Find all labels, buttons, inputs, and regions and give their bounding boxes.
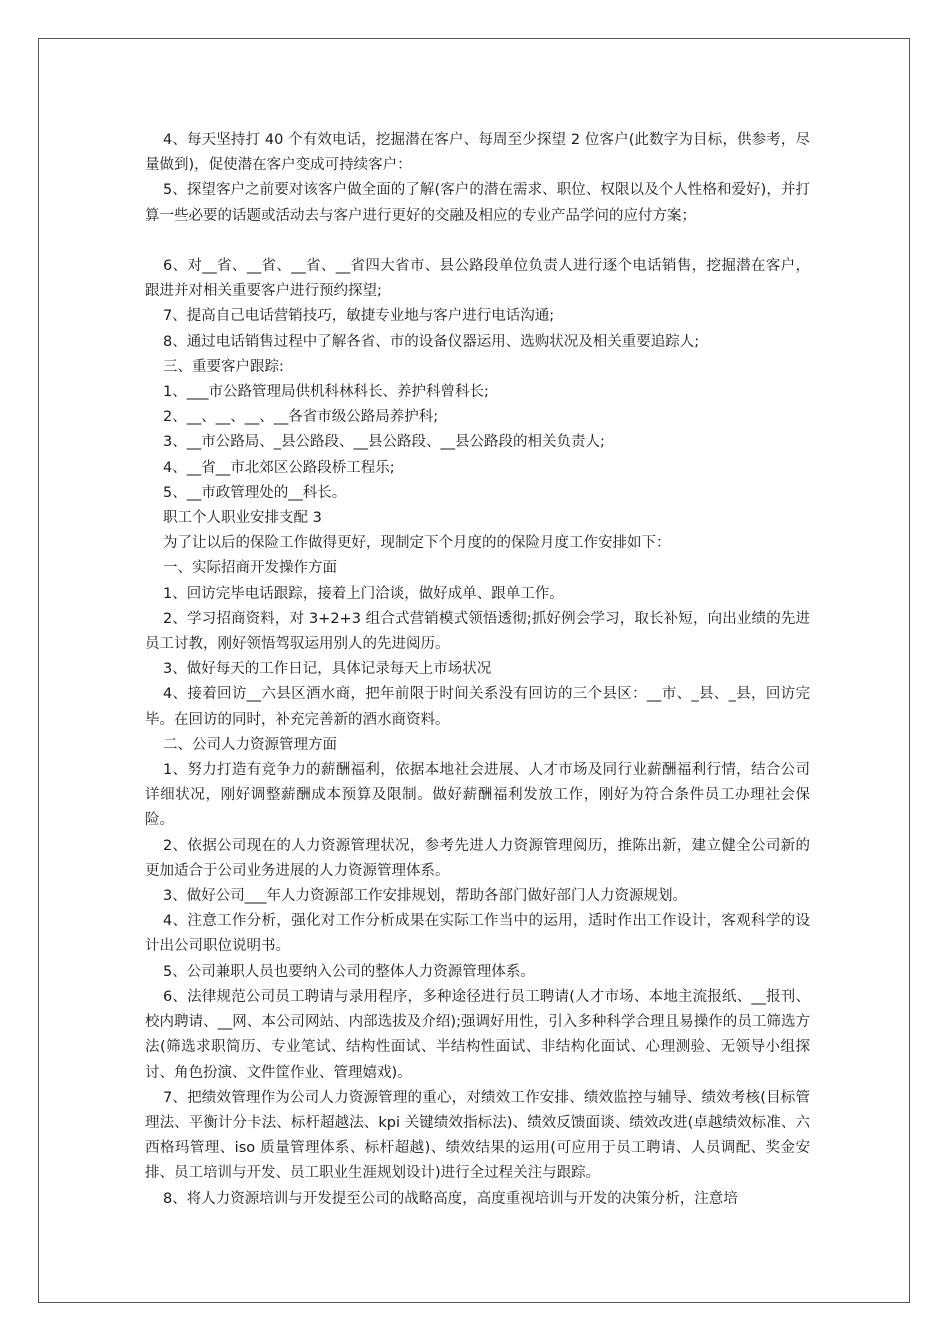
section-heading-hr: 二、公司人力资源管理方面 [163, 736, 337, 753]
paragraph-task-8: 8、通过电话销售过程中了解各省、市的设备仪器运用、选购状况及相关重要追踪人; [163, 333, 700, 350]
client-item-1: 1、___市公路管理局供机科林科长、养护科曾科长; [163, 384, 489, 401]
client-item-5: 5、__市政管理处的__科长。 [163, 484, 347, 501]
recruitment-item-1: 1、回访完毕电话跟踪，接着上门洽谈，做好成单、跟单工作。 [163, 585, 564, 602]
recruitment-item-4: 4、接着回访__六县区酒水商，把年前限于时间关系没有回访的三个县区：__市、_县、_县，回访完毕。在回访的同时，补充完善新的酒水商资料。 [145, 686, 810, 728]
section-heading-recruitment: 一、实际招商开发操作方面 [163, 560, 337, 577]
hr-item-4: 4、注意工作分析，强化对工作分析成果在实际工作当中的运用，适时作出工作设计，客观科学的设计出公司职位说明书。 [145, 913, 810, 955]
intro-paragraph: 为了让以后的保险工作做得更好，现制定下个月度的的保险月度工作安排如下： [163, 535, 671, 552]
hr-item-5: 5、公司兼职人员也要纳入公司的整体人力资源管理体系。 [163, 963, 535, 980]
section-heading-key-clients: 三、重要客户跟踪: [163, 358, 284, 375]
blank-line [145, 229, 810, 254]
hr-item-7: 7、把绩效管理作为公司人力资源管理的重心，对绩效工作安排、绩效监控与辅导、绩效考核(目标管理法、平衡计分卡法、标杆超越法、kpi 关键绩效指标法)、绩效反馈面谈、绩效改进(卓越绩效标准、六西格玛管理、iso 质量管理体系、标杆超越)、绩效结果的运用(可应用于员工聘请、人员调配、奖金安排、员工培训与开发、员工职业生涯规划设计)进行全过程关注与跟踪。 [145, 1089, 810, 1182]
client-item-4: 4、__省__市北郊区公路段桥工程乐; [163, 459, 395, 476]
client-item-3: 3、__市公路局、_县公路段、__县公路段、__县公路段的相关负责人; [163, 434, 605, 451]
section-title-plan-3: 职工个人职业安排支配 3 [163, 510, 322, 527]
hr-item-2: 2、依据公司现在的人力资源管理状况，参考先进人力资源管理阅历，推陈出新，建立健全公司新的更加适合于公司业务进展的人力资源管理体系。 [145, 837, 810, 879]
paragraph-task-5: 5、探望客户之前要对该客户做全面的了解(客户的潜在需求、职位、权限以及个人性格和爱好)，并打算一些必要的话题或活动去与客户进行更好的交融及相应的专业产品学问的应付方案； [145, 182, 810, 224]
paragraph-task-6: 6、对__省、__省、__省、__省四大省市、县公路段单位负责人进行逐个电话销售，挖掘潜在客户，跟进并对相关重要客户进行预约探望; [145, 258, 810, 300]
hr-item-3: 3、做好公司___年人力资源部工作安排规划，帮助各部门做好部门人力资源规划。 [163, 888, 687, 905]
hr-item-1: 1、努力打造有竞争力的薪酬福利，依据本地社会进展、人才市场及同行业薪酬福利行情，结合公司详细状况，刚好调整薪酬成本预算及限制。做好薪酬福利发放工作，刚好为符合条件员工办理社会保险。 [145, 762, 810, 829]
document-body [145, 128, 810, 1212]
recruitment-item-2: 2、学习招商资料，对 3+2+3 组合式营销模式领悟透彻;抓好例会学习，取长补短，向出业绩的先进员工讨教，刚好领悟驾驭运用别人的先进阅历。 [145, 610, 810, 653]
recruitment-item-3: 3、做好每天的工作日记，具体记录每天上市场状况 [163, 661, 492, 678]
paragraph-task-7: 7、提高自己电话营销技巧，敏捷专业地与客户进行电话沟通; [163, 308, 555, 325]
hr-item-6: 6、法律规范公司员工聘请与录用程序，多种途径进行员工聘请(人才市场、本地主流报纸、__报刊、校内聘请、__网、本公司网站、内部选拔及介绍);强调好用性，引入多种科学合理且易操作的员工筛选方法(筛选求职简历、专业笔试、结构性面试、半结构性面试、非结构化面试、心理测验、无领导小组探讨、角色扮演、文件筐作业、管理嬉戏)。 [145, 988, 810, 1081]
client-item-2: 2、__、__、__、__各省市级公路局养护科; [163, 409, 439, 426]
hr-item-8: 8、将人力资源培训与开发提至公司的战略高度，高度重视培训与开发的决策分析，注意培 [163, 1190, 738, 1207]
paragraph-task-4: 4、每天坚持打 40 个有效电话，挖掘潜在客户、每周至少探望 2 位客户(此数字为目标，供参考，尽量做到)，促使潜在客户变成可持续客户： [145, 132, 810, 174]
